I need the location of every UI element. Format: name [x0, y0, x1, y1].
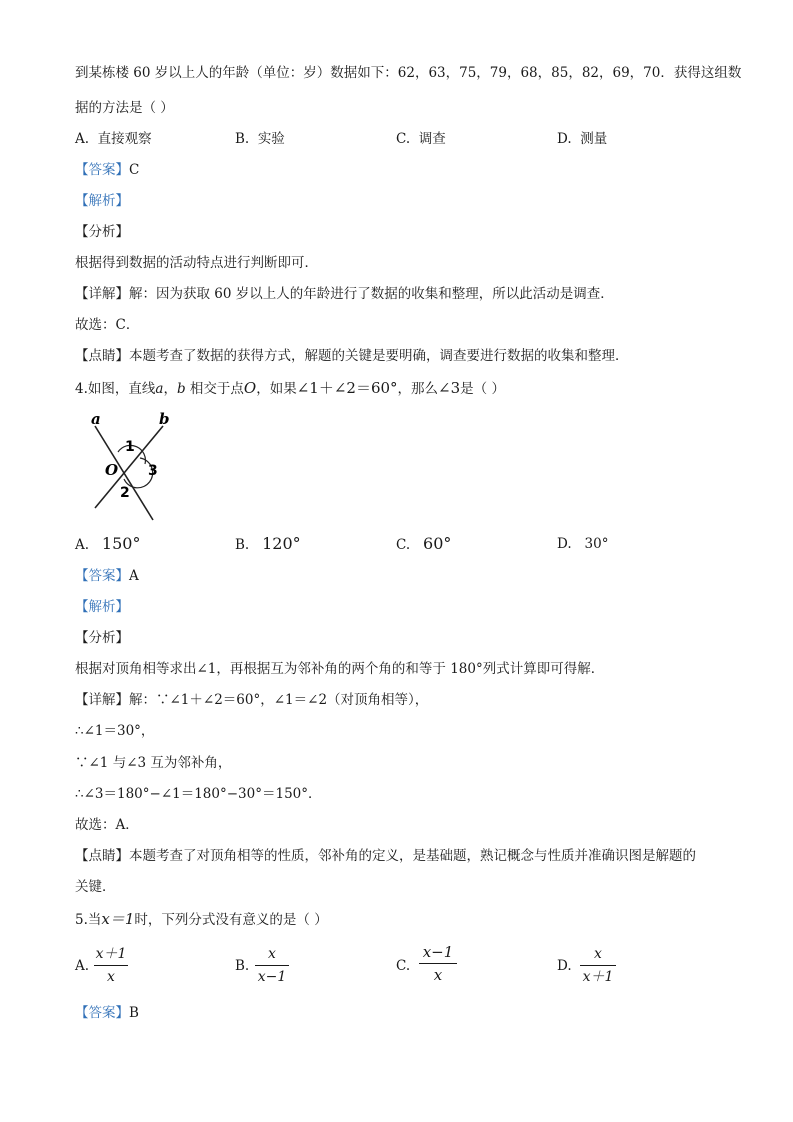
- q3-option-c: [396, 129, 446, 149]
- option-text: 实验: [257, 131, 285, 147]
- option-letter: B.: [235, 537, 250, 553]
- q4-step1: ∴∠1＝30°，: [75, 723, 155, 739]
- numerator: x＋1: [95, 946, 127, 962]
- q4-var-a: a: [155, 381, 164, 397]
- q4-mid1: 相交于点: [185, 381, 244, 397]
- numerator: x−1: [422, 943, 454, 961]
- q4-angle3: ∠3: [438, 379, 461, 397]
- answer-tag: 【答案】: [75, 568, 129, 584]
- q4-comma: ，: [163, 381, 177, 397]
- q5-tail: 时，下列分式没有意义的是（ ）: [134, 912, 328, 928]
- option-text: 30°: [584, 536, 609, 552]
- option-text: 调查: [418, 131, 446, 147]
- intersecting-lines-figure: [85, 408, 175, 523]
- q3-answer: [75, 160, 139, 180]
- answer-value: A: [129, 568, 139, 584]
- q3-choose: 故选：C．: [75, 317, 140, 333]
- q4-analysis-tag: 【解析】: [75, 599, 129, 615]
- q4-fenxi-heading: 【分析】: [75, 630, 129, 646]
- q3-option-d: [557, 129, 607, 149]
- option-letter: A.: [75, 537, 90, 553]
- q3-stem-line2: 据的方法是（ ）: [75, 100, 174, 116]
- numerator: x: [268, 946, 276, 962]
- option-letter: D.: [557, 536, 572, 552]
- q4-step2: ∵∠1 与∠3 互为邻补角，: [75, 755, 232, 771]
- q5-option-b-letter: B.: [235, 958, 250, 974]
- label-2: 2: [120, 485, 130, 501]
- option-text: 直接观察: [97, 131, 152, 147]
- q5-option-a-letter: A.: [75, 958, 90, 974]
- fraction-bar: [419, 963, 457, 964]
- q4-tail: 是（ ）: [460, 381, 505, 397]
- q4-option-d: [557, 534, 608, 554]
- answer-tag: 【答案】: [75, 162, 129, 178]
- q4-mid2: ，如果: [256, 381, 297, 397]
- label-3: 3: [148, 463, 158, 479]
- denominator: x: [107, 969, 115, 985]
- label-1: 1: [125, 439, 135, 455]
- option-letter: C.: [396, 537, 411, 553]
- label-a: a: [91, 410, 101, 428]
- option-text: 测量: [580, 131, 608, 147]
- q4-comment-line1: 【点睛】本题考查了对顶角相等的性质，邻补角的定义，是基础题，熟记概念与性质并准确识图是解题的: [75, 848, 696, 864]
- q4-stem: [75, 378, 505, 399]
- q5-stem: [75, 909, 328, 930]
- q5-option-a-fraction: [94, 945, 128, 986]
- q4-stem-prefix: 4.如图，直线: [75, 381, 156, 397]
- option-letter: D.: [557, 131, 572, 147]
- q3-option-b: [235, 129, 285, 149]
- option-letter: A.: [75, 131, 90, 147]
- denominator: x: [433, 966, 443, 984]
- denominator: x＋1: [582, 969, 614, 985]
- label-b: b: [159, 410, 170, 428]
- fraction-bar: [94, 965, 128, 966]
- answer-value: B: [129, 1005, 139, 1021]
- option-text: 150°: [101, 534, 141, 553]
- q4-option-b: [235, 534, 301, 555]
- q3-detail: 【详解】解：因为获取 60 岁以上人的年龄进行了数据的收集和整理，所以此活动是调查．: [75, 286, 614, 302]
- answer-value: C: [129, 162, 140, 178]
- q4-fenxi-text: 根据对顶角相等求出∠1，再根据互为邻补角的两个角的和等于 180°列式计算即可得解．: [75, 661, 605, 677]
- q3-fenxi-heading: 【分析】: [75, 224, 129, 240]
- q4-condition: ∠1＋∠2＝60°: [296, 379, 398, 397]
- numerator: x: [594, 946, 602, 962]
- q4-var-O: O: [243, 379, 257, 397]
- q5-option-d-fraction: [580, 945, 616, 986]
- q3-option-a: [75, 129, 152, 149]
- q4-step3: ∴∠3＝180°−∠1＝180°−30°＝150°．: [75, 786, 322, 802]
- q4-mid3: ，那么: [397, 381, 439, 397]
- q4-answer: [75, 566, 139, 586]
- q5-answer: [75, 1003, 139, 1023]
- q3-comment: 【点睛】本题考查了数据的获得方式，解题的关键是要明确，调查要进行数据的收集和整理．: [75, 348, 629, 364]
- q4-option-a: [75, 534, 140, 555]
- q5-condition: x＝1: [101, 910, 135, 928]
- fraction-bar: [580, 965, 616, 966]
- fraction-bar: [255, 965, 289, 966]
- option-text: 120°: [262, 534, 301, 553]
- q3-fenxi-text: 根据得到数据的活动特点进行判断即可．: [75, 255, 318, 271]
- q5-option-c-fraction: [419, 943, 457, 984]
- q5-option-b-fraction: [255, 945, 289, 986]
- q5-option-d-letter: D.: [557, 958, 572, 974]
- answer-tag: 【答案】: [75, 1005, 129, 1021]
- label-O: O: [105, 461, 119, 479]
- q5-option-c-letter: C.: [396, 958, 411, 974]
- q5-stem-prefix: 5.当: [75, 912, 102, 928]
- q4-comment-line2: 关键．: [75, 879, 116, 895]
- q3-analysis-tag: 【解析】: [75, 193, 129, 209]
- q3-stem-line1: 到某栋楼 60 岁以上人的年龄（单位：岁）数据如下：62，63，75，79，68，85，82，69，70．获得这组数: [75, 65, 742, 81]
- option-letter: C.: [396, 131, 411, 147]
- option-text: 60°: [423, 534, 452, 553]
- option-letter: B.: [235, 131, 250, 147]
- q4-option-c: [396, 534, 451, 555]
- denominator: x−1: [257, 969, 287, 985]
- q4-choose: 故选：A．: [75, 817, 139, 833]
- q4-detail: 【详解】解：∵∠1＋∠2＝60°，∠1＝∠2（对顶角相等），: [75, 692, 429, 708]
- q4-var-b: b: [176, 381, 186, 397]
